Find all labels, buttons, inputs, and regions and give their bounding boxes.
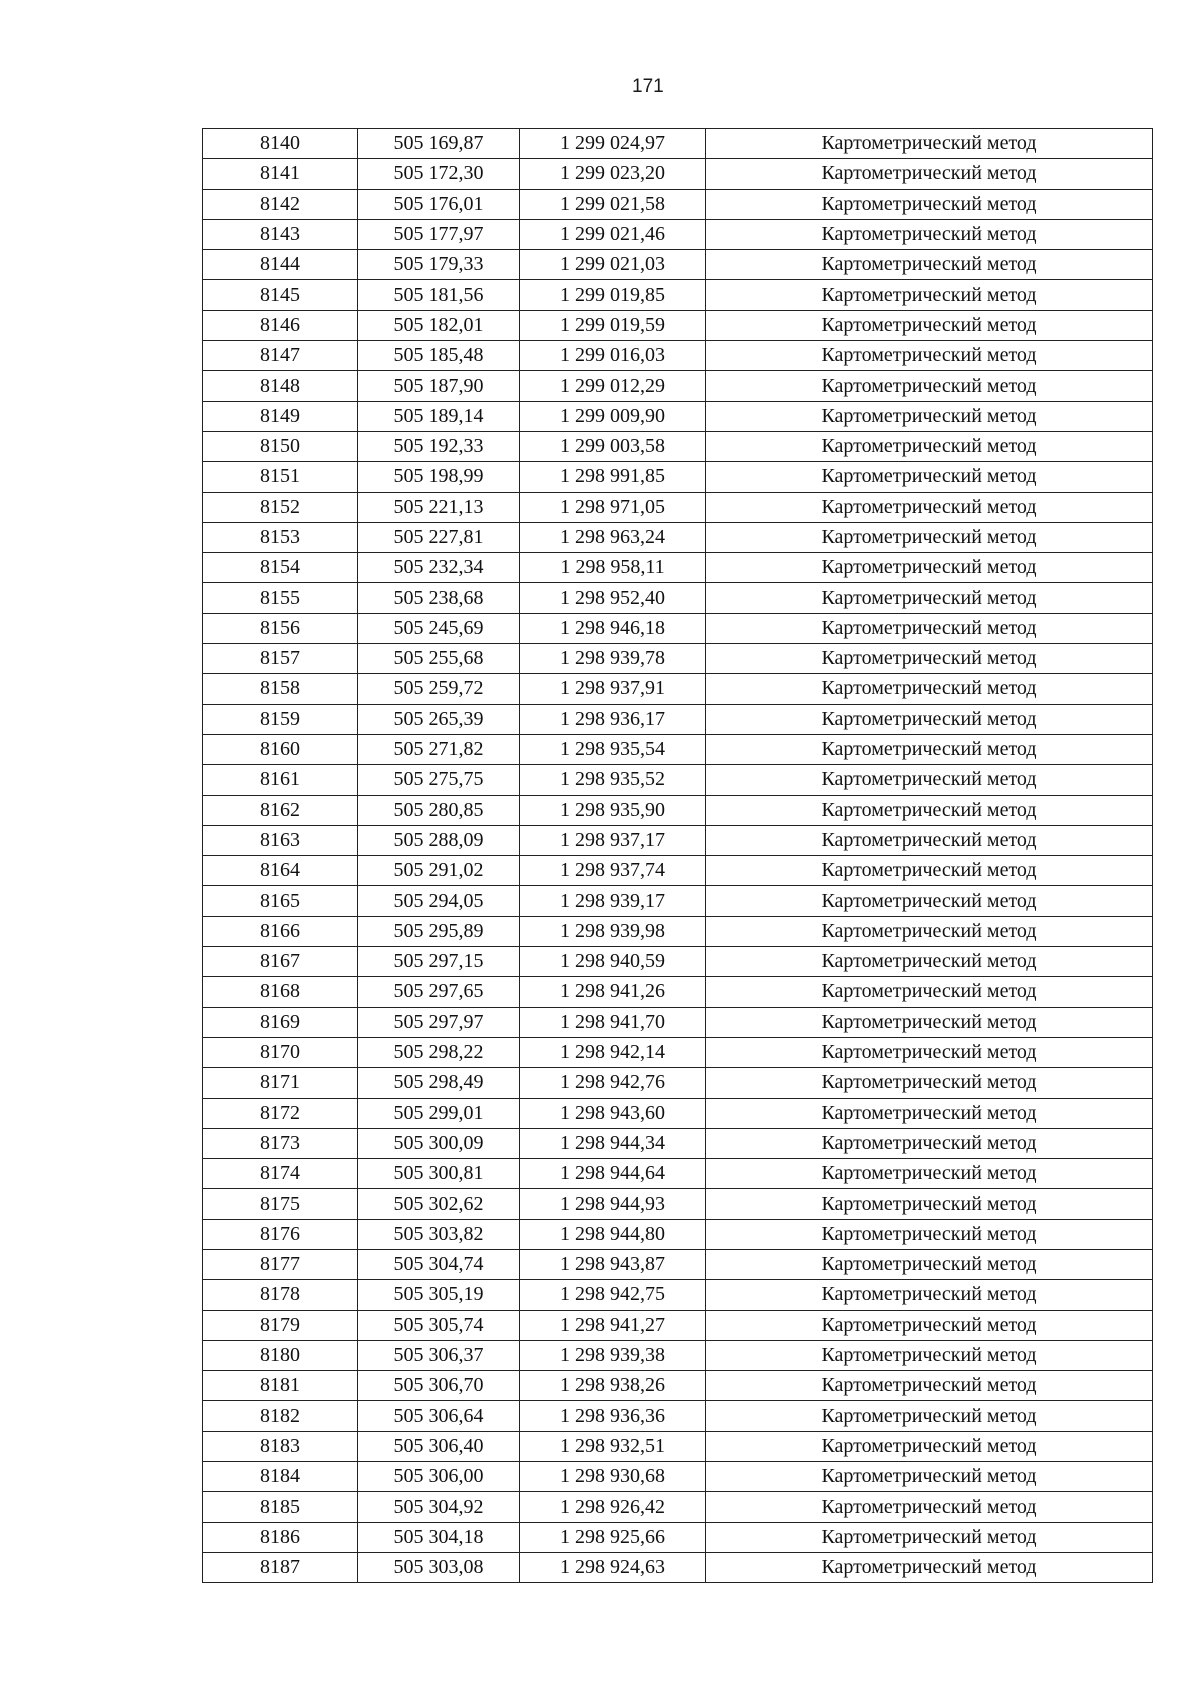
y-coordinate-cell: 1 299 012,29 bbox=[520, 371, 706, 401]
x-coordinate-cell: 505 185,48 bbox=[358, 341, 520, 371]
table-row bbox=[203, 977, 1153, 1007]
method-cell: Картометрический метод bbox=[706, 159, 1153, 189]
point-number-cell: 8175 bbox=[203, 1189, 358, 1219]
method-cell: Картометрический метод bbox=[706, 250, 1153, 280]
method-cell: Картометрический метод bbox=[706, 916, 1153, 946]
point-number-cell: 8155 bbox=[203, 583, 358, 613]
x-coordinate-cell: 505 227,81 bbox=[358, 522, 520, 552]
table-row bbox=[203, 129, 1153, 159]
x-coordinate-cell: 505 299,01 bbox=[358, 1098, 520, 1128]
point-number-cell: 8180 bbox=[203, 1340, 358, 1370]
point-number-cell: 8177 bbox=[203, 1249, 358, 1279]
x-coordinate-cell: 505 172,30 bbox=[358, 159, 520, 189]
table-row bbox=[203, 1249, 1153, 1279]
method-cell: Картометрический метод bbox=[706, 1552, 1153, 1582]
y-coordinate-cell: 1 298 937,74 bbox=[520, 856, 706, 886]
y-coordinate-cell: 1 298 935,54 bbox=[520, 734, 706, 764]
x-coordinate-cell: 505 259,72 bbox=[358, 674, 520, 704]
table-row bbox=[203, 553, 1153, 583]
method-cell: Картометрический метод bbox=[706, 1462, 1153, 1492]
y-coordinate-cell: 1 298 942,14 bbox=[520, 1037, 706, 1067]
table-row bbox=[203, 856, 1153, 886]
x-coordinate-cell: 505 295,89 bbox=[358, 916, 520, 946]
table-row bbox=[203, 613, 1153, 643]
point-number-cell: 8170 bbox=[203, 1037, 358, 1067]
y-coordinate-cell: 1 299 009,90 bbox=[520, 401, 706, 431]
y-coordinate-cell: 1 298 958,11 bbox=[520, 553, 706, 583]
method-cell: Картометрический метод bbox=[706, 704, 1153, 734]
y-coordinate-cell: 1 299 016,03 bbox=[520, 341, 706, 371]
y-coordinate-cell: 1 298 944,80 bbox=[520, 1219, 706, 1249]
table-row bbox=[203, 1401, 1153, 1431]
point-number-cell: 8158 bbox=[203, 674, 358, 704]
y-coordinate-cell: 1 298 936,36 bbox=[520, 1401, 706, 1431]
y-coordinate-cell: 1 298 944,64 bbox=[520, 1159, 706, 1189]
point-number-cell: 8146 bbox=[203, 310, 358, 340]
method-cell: Картометрический метод bbox=[706, 129, 1153, 159]
method-cell: Картометрический метод bbox=[706, 765, 1153, 795]
method-cell: Картометрический метод bbox=[706, 522, 1153, 552]
table-row bbox=[203, 1371, 1153, 1401]
y-coordinate-cell: 1 299 021,58 bbox=[520, 189, 706, 219]
y-coordinate-cell: 1 298 935,90 bbox=[520, 795, 706, 825]
y-coordinate-cell: 1 298 943,87 bbox=[520, 1249, 706, 1279]
method-cell: Картометрический метод bbox=[706, 1189, 1153, 1219]
table-row bbox=[203, 795, 1153, 825]
table-row bbox=[203, 1128, 1153, 1158]
point-number-cell: 8143 bbox=[203, 219, 358, 249]
method-cell: Картометрический метод bbox=[706, 280, 1153, 310]
x-coordinate-cell: 505 306,64 bbox=[358, 1401, 520, 1431]
method-cell: Картометрический метод bbox=[706, 644, 1153, 674]
x-coordinate-cell: 505 298,49 bbox=[358, 1068, 520, 1098]
y-coordinate-cell: 1 298 936,17 bbox=[520, 704, 706, 734]
x-coordinate-cell: 505 303,82 bbox=[358, 1219, 520, 1249]
y-coordinate-cell: 1 298 991,85 bbox=[520, 462, 706, 492]
x-coordinate-cell: 505 189,14 bbox=[358, 401, 520, 431]
table-row bbox=[203, 1462, 1153, 1492]
x-coordinate-cell: 505 288,09 bbox=[358, 825, 520, 855]
point-number-cell: 8172 bbox=[203, 1098, 358, 1128]
y-coordinate-cell: 1 298 941,26 bbox=[520, 977, 706, 1007]
x-coordinate-cell: 505 294,05 bbox=[358, 886, 520, 916]
table-row bbox=[203, 947, 1153, 977]
method-cell: Картометрический метод bbox=[706, 734, 1153, 764]
point-number-cell: 8141 bbox=[203, 159, 358, 189]
point-number-cell: 8144 bbox=[203, 250, 358, 280]
point-number-cell: 8147 bbox=[203, 341, 358, 371]
method-cell: Картометрический метод bbox=[706, 977, 1153, 1007]
table-row bbox=[203, 674, 1153, 704]
method-cell: Картометрический метод bbox=[706, 1371, 1153, 1401]
table-row bbox=[203, 704, 1153, 734]
table-row bbox=[203, 1007, 1153, 1037]
point-number-cell: 8150 bbox=[203, 431, 358, 461]
method-cell: Картометрический метод bbox=[706, 613, 1153, 643]
method-cell: Картометрический метод bbox=[706, 1007, 1153, 1037]
y-coordinate-cell: 1 298 939,38 bbox=[520, 1340, 706, 1370]
point-number-cell: 8186 bbox=[203, 1522, 358, 1552]
method-cell: Картометрический метод bbox=[706, 401, 1153, 431]
method-cell: Картометрический метод bbox=[706, 431, 1153, 461]
table-row bbox=[203, 734, 1153, 764]
x-coordinate-cell: 505 280,85 bbox=[358, 795, 520, 825]
table-row bbox=[203, 371, 1153, 401]
page-number: 171 bbox=[632, 76, 664, 97]
table-row bbox=[203, 462, 1153, 492]
table-row bbox=[203, 1068, 1153, 1098]
method-cell: Картометрический метод bbox=[706, 947, 1153, 977]
x-coordinate-cell: 505 177,97 bbox=[358, 219, 520, 249]
table-row bbox=[203, 1431, 1153, 1461]
method-cell: Картометрический метод bbox=[706, 371, 1153, 401]
y-coordinate-cell: 1 299 024,97 bbox=[520, 129, 706, 159]
table-row bbox=[203, 765, 1153, 795]
x-coordinate-cell: 505 303,08 bbox=[358, 1552, 520, 1582]
table-row bbox=[203, 280, 1153, 310]
method-cell: Картометрический метод bbox=[706, 1280, 1153, 1310]
table-row bbox=[203, 401, 1153, 431]
x-coordinate-cell: 505 245,69 bbox=[358, 613, 520, 643]
point-number-cell: 8182 bbox=[203, 1401, 358, 1431]
table-row bbox=[203, 886, 1153, 916]
x-coordinate-cell: 505 221,13 bbox=[358, 492, 520, 522]
point-number-cell: 8167 bbox=[203, 947, 358, 977]
point-number-cell: 8161 bbox=[203, 765, 358, 795]
x-coordinate-cell: 505 179,33 bbox=[358, 250, 520, 280]
y-coordinate-cell: 1 298 941,27 bbox=[520, 1310, 706, 1340]
point-number-cell: 8187 bbox=[203, 1552, 358, 1582]
table-row bbox=[203, 522, 1153, 552]
x-coordinate-cell: 505 300,09 bbox=[358, 1128, 520, 1158]
point-number-cell: 8176 bbox=[203, 1219, 358, 1249]
table-row bbox=[203, 916, 1153, 946]
y-coordinate-cell: 1 298 940,59 bbox=[520, 947, 706, 977]
y-coordinate-cell: 1 299 019,85 bbox=[520, 280, 706, 310]
y-coordinate-cell: 1 299 019,59 bbox=[520, 310, 706, 340]
table-row bbox=[203, 341, 1153, 371]
table-row bbox=[203, 1189, 1153, 1219]
table-row bbox=[203, 431, 1153, 461]
method-cell: Картометрический метод bbox=[706, 1128, 1153, 1158]
table-row bbox=[203, 492, 1153, 522]
x-coordinate-cell: 505 291,02 bbox=[358, 856, 520, 886]
method-cell: Картометрический метод bbox=[706, 795, 1153, 825]
y-coordinate-cell: 1 299 021,03 bbox=[520, 250, 706, 280]
y-coordinate-cell: 1 298 924,63 bbox=[520, 1552, 706, 1582]
point-number-cell: 8184 bbox=[203, 1462, 358, 1492]
x-coordinate-cell: 505 182,01 bbox=[358, 310, 520, 340]
y-coordinate-cell: 1 298 944,34 bbox=[520, 1128, 706, 1158]
table-row bbox=[203, 1037, 1153, 1067]
point-number-cell: 8169 bbox=[203, 1007, 358, 1037]
point-number-cell: 8156 bbox=[203, 613, 358, 643]
x-coordinate-cell: 505 176,01 bbox=[358, 189, 520, 219]
table-row bbox=[203, 1492, 1153, 1522]
point-number-cell: 8151 bbox=[203, 462, 358, 492]
x-coordinate-cell: 505 238,68 bbox=[358, 583, 520, 613]
point-number-cell: 8157 bbox=[203, 644, 358, 674]
x-coordinate-cell: 505 298,22 bbox=[358, 1037, 520, 1067]
table-row bbox=[203, 159, 1153, 189]
x-coordinate-cell: 505 169,87 bbox=[358, 129, 520, 159]
y-coordinate-cell: 1 298 926,42 bbox=[520, 1492, 706, 1522]
coordinates-table bbox=[202, 128, 1153, 1583]
x-coordinate-cell: 505 297,15 bbox=[358, 947, 520, 977]
x-coordinate-cell: 505 255,68 bbox=[358, 644, 520, 674]
x-coordinate-cell: 505 306,70 bbox=[358, 1371, 520, 1401]
point-number-cell: 8140 bbox=[203, 129, 358, 159]
table-row bbox=[203, 1159, 1153, 1189]
x-coordinate-cell: 505 297,97 bbox=[358, 1007, 520, 1037]
x-coordinate-cell: 505 275,75 bbox=[358, 765, 520, 795]
method-cell: Картометрический метод bbox=[706, 1310, 1153, 1340]
method-cell: Картометрический метод bbox=[706, 583, 1153, 613]
x-coordinate-cell: 505 300,81 bbox=[358, 1159, 520, 1189]
method-cell: Картометрический метод bbox=[706, 1098, 1153, 1128]
table-row bbox=[203, 1098, 1153, 1128]
y-coordinate-cell: 1 298 944,93 bbox=[520, 1189, 706, 1219]
method-cell: Картометрический метод bbox=[706, 310, 1153, 340]
table-row bbox=[203, 1522, 1153, 1552]
method-cell: Картометрический метод bbox=[706, 1431, 1153, 1461]
table-row bbox=[203, 1310, 1153, 1340]
coordinates-table-body bbox=[203, 129, 1153, 1583]
x-coordinate-cell: 505 187,90 bbox=[358, 371, 520, 401]
method-cell: Картометрический метод bbox=[706, 1249, 1153, 1279]
y-coordinate-cell: 1 299 021,46 bbox=[520, 219, 706, 249]
y-coordinate-cell: 1 298 939,17 bbox=[520, 886, 706, 916]
point-number-cell: 8162 bbox=[203, 795, 358, 825]
x-coordinate-cell: 505 265,39 bbox=[358, 704, 520, 734]
method-cell: Картометрический метод bbox=[706, 856, 1153, 886]
table-row bbox=[203, 189, 1153, 219]
point-number-cell: 8153 bbox=[203, 522, 358, 552]
x-coordinate-cell: 505 302,62 bbox=[358, 1189, 520, 1219]
point-number-cell: 8149 bbox=[203, 401, 358, 431]
x-coordinate-cell: 505 304,92 bbox=[358, 1492, 520, 1522]
method-cell: Картометрический метод bbox=[706, 1219, 1153, 1249]
method-cell: Картометрический метод bbox=[706, 825, 1153, 855]
x-coordinate-cell: 505 271,82 bbox=[358, 734, 520, 764]
y-coordinate-cell: 1 298 952,40 bbox=[520, 583, 706, 613]
method-cell: Картометрический метод bbox=[706, 341, 1153, 371]
table-row bbox=[203, 1280, 1153, 1310]
point-number-cell: 8178 bbox=[203, 1280, 358, 1310]
method-cell: Картометрический метод bbox=[706, 886, 1153, 916]
point-number-cell: 8168 bbox=[203, 977, 358, 1007]
point-number-cell: 8173 bbox=[203, 1128, 358, 1158]
table-row bbox=[203, 1219, 1153, 1249]
y-coordinate-cell: 1 298 939,78 bbox=[520, 644, 706, 674]
method-cell: Картометрический метод bbox=[706, 553, 1153, 583]
point-number-cell: 8163 bbox=[203, 825, 358, 855]
method-cell: Картометрический метод bbox=[706, 1492, 1153, 1522]
point-number-cell: 8171 bbox=[203, 1068, 358, 1098]
y-coordinate-cell: 1 298 938,26 bbox=[520, 1371, 706, 1401]
y-coordinate-cell: 1 298 941,70 bbox=[520, 1007, 706, 1037]
method-cell: Картометрический метод bbox=[706, 1068, 1153, 1098]
point-number-cell: 8148 bbox=[203, 371, 358, 401]
method-cell: Картометрический метод bbox=[706, 462, 1153, 492]
coordinates-table-container bbox=[202, 128, 1152, 1583]
method-cell: Картометрический метод bbox=[706, 189, 1153, 219]
y-coordinate-cell: 1 298 932,51 bbox=[520, 1431, 706, 1461]
point-number-cell: 8179 bbox=[203, 1310, 358, 1340]
y-coordinate-cell: 1 298 942,75 bbox=[520, 1280, 706, 1310]
y-coordinate-cell: 1 298 937,91 bbox=[520, 674, 706, 704]
point-number-cell: 8166 bbox=[203, 916, 358, 946]
x-coordinate-cell: 505 305,74 bbox=[358, 1310, 520, 1340]
y-coordinate-cell: 1 298 930,68 bbox=[520, 1462, 706, 1492]
method-cell: Картометрический метод bbox=[706, 1401, 1153, 1431]
x-coordinate-cell: 505 305,19 bbox=[358, 1280, 520, 1310]
method-cell: Картометрический метод bbox=[706, 1340, 1153, 1370]
method-cell: Картометрический метод bbox=[706, 1159, 1153, 1189]
method-cell: Картометрический метод bbox=[706, 1037, 1153, 1067]
x-coordinate-cell: 505 304,74 bbox=[358, 1249, 520, 1279]
y-coordinate-cell: 1 298 946,18 bbox=[520, 613, 706, 643]
x-coordinate-cell: 505 198,99 bbox=[358, 462, 520, 492]
method-cell: Картометрический метод bbox=[706, 492, 1153, 522]
point-number-cell: 8164 bbox=[203, 856, 358, 886]
x-coordinate-cell: 505 306,00 bbox=[358, 1462, 520, 1492]
table-row bbox=[203, 825, 1153, 855]
table-row bbox=[203, 1340, 1153, 1370]
table-row bbox=[203, 1552, 1153, 1582]
point-number-cell: 8159 bbox=[203, 704, 358, 734]
method-cell: Картометрический метод bbox=[706, 674, 1153, 704]
y-coordinate-cell: 1 299 023,20 bbox=[520, 159, 706, 189]
x-coordinate-cell: 505 297,65 bbox=[358, 977, 520, 1007]
y-coordinate-cell: 1 298 925,66 bbox=[520, 1522, 706, 1552]
point-number-cell: 8165 bbox=[203, 886, 358, 916]
point-number-cell: 8154 bbox=[203, 553, 358, 583]
method-cell: Картометрический метод bbox=[706, 219, 1153, 249]
y-coordinate-cell: 1 298 963,24 bbox=[520, 522, 706, 552]
point-number-cell: 8183 bbox=[203, 1431, 358, 1461]
table-row bbox=[203, 310, 1153, 340]
x-coordinate-cell: 505 232,34 bbox=[358, 553, 520, 583]
table-row bbox=[203, 250, 1153, 280]
table-row bbox=[203, 219, 1153, 249]
point-number-cell: 8185 bbox=[203, 1492, 358, 1522]
point-number-cell: 8142 bbox=[203, 189, 358, 219]
x-coordinate-cell: 505 181,56 bbox=[358, 280, 520, 310]
y-coordinate-cell: 1 298 971,05 bbox=[520, 492, 706, 522]
x-coordinate-cell: 505 304,18 bbox=[358, 1522, 520, 1552]
point-number-cell: 8145 bbox=[203, 280, 358, 310]
table-row bbox=[203, 644, 1153, 674]
point-number-cell: 8181 bbox=[203, 1371, 358, 1401]
y-coordinate-cell: 1 299 003,58 bbox=[520, 431, 706, 461]
method-cell: Картометрический метод bbox=[706, 1522, 1153, 1552]
point-number-cell: 8160 bbox=[203, 734, 358, 764]
x-coordinate-cell: 505 306,40 bbox=[358, 1431, 520, 1461]
y-coordinate-cell: 1 298 937,17 bbox=[520, 825, 706, 855]
x-coordinate-cell: 505 306,37 bbox=[358, 1340, 520, 1370]
x-coordinate-cell: 505 192,33 bbox=[358, 431, 520, 461]
y-coordinate-cell: 1 298 939,98 bbox=[520, 916, 706, 946]
table-row bbox=[203, 583, 1153, 613]
y-coordinate-cell: 1 298 942,76 bbox=[520, 1068, 706, 1098]
y-coordinate-cell: 1 298 935,52 bbox=[520, 765, 706, 795]
point-number-cell: 8174 bbox=[203, 1159, 358, 1189]
y-coordinate-cell: 1 298 943,60 bbox=[520, 1098, 706, 1128]
point-number-cell: 8152 bbox=[203, 492, 358, 522]
